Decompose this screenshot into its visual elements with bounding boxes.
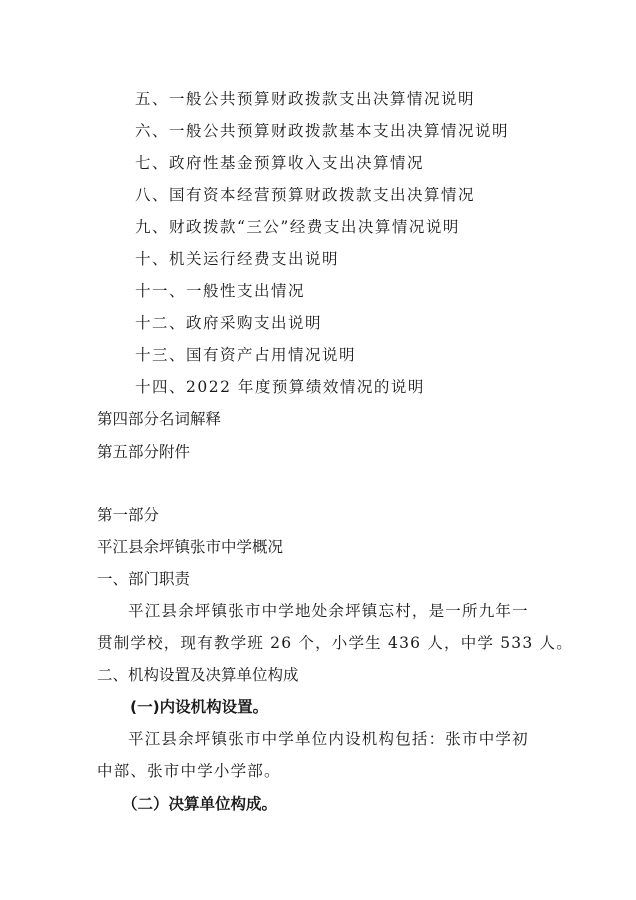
toc-item-10: 十、机关运行经费支出说明 [135, 250, 340, 268]
structure-paragraph-line-2: 中部、张市中学小学部。 [97, 762, 281, 780]
toc-item-8: 八、国有资本经营预算财政拨款支出决算情况 [135, 186, 476, 204]
toc-item-12: 十二、政府采购支出说明 [135, 314, 323, 332]
part-label: 第一部分 [97, 506, 160, 524]
toc-item-13: 十三、国有资产占用情况说明 [135, 346, 357, 364]
subheading-unit-composition: （二）决算单位构成。 [122, 795, 278, 813]
structure-paragraph-line-1: 平江县余坪镇张市中学单位内设机构包括：张市中学初 [128, 730, 529, 748]
unit-title: 平江县余坪镇张市中学概况 [97, 538, 284, 556]
duties-paragraph-line-1: 平江县余坪镇张市中学地处余坪镇忘村，是一所九年一 [128, 602, 529, 620]
duties-paragraph-line-2: 贯制学校，现有教学班 26 个，小学生 436 人，中学 533 人。 [97, 634, 573, 652]
toc-item-7: 七、政府性基金预算收入支出决算情况 [135, 154, 425, 172]
toc-part-5: 第五部分附件 [97, 443, 191, 461]
toc-item-14: 十四、2022 年度预算绩效情况的说明 [135, 378, 425, 396]
toc-item-11: 十一、一般性支出情况 [135, 282, 306, 300]
subheading-internal-structure: (一)内设机构设置。 [130, 698, 269, 716]
heading-structure: 二、机构设置及决算单位构成 [97, 666, 299, 684]
toc-item-5: 五、一般公共预算财政拨款支出决算情况说明 [135, 90, 476, 108]
heading-duties: 一、部门职责 [97, 570, 191, 588]
toc-item-6: 六、一般公共预算财政拨款基本支出决算情况说明 [135, 122, 510, 140]
toc-item-9: 九、财政拨款“三公”经费支出决算情况说明 [135, 218, 460, 236]
toc-part-4: 第四部分名词解释 [97, 410, 222, 428]
